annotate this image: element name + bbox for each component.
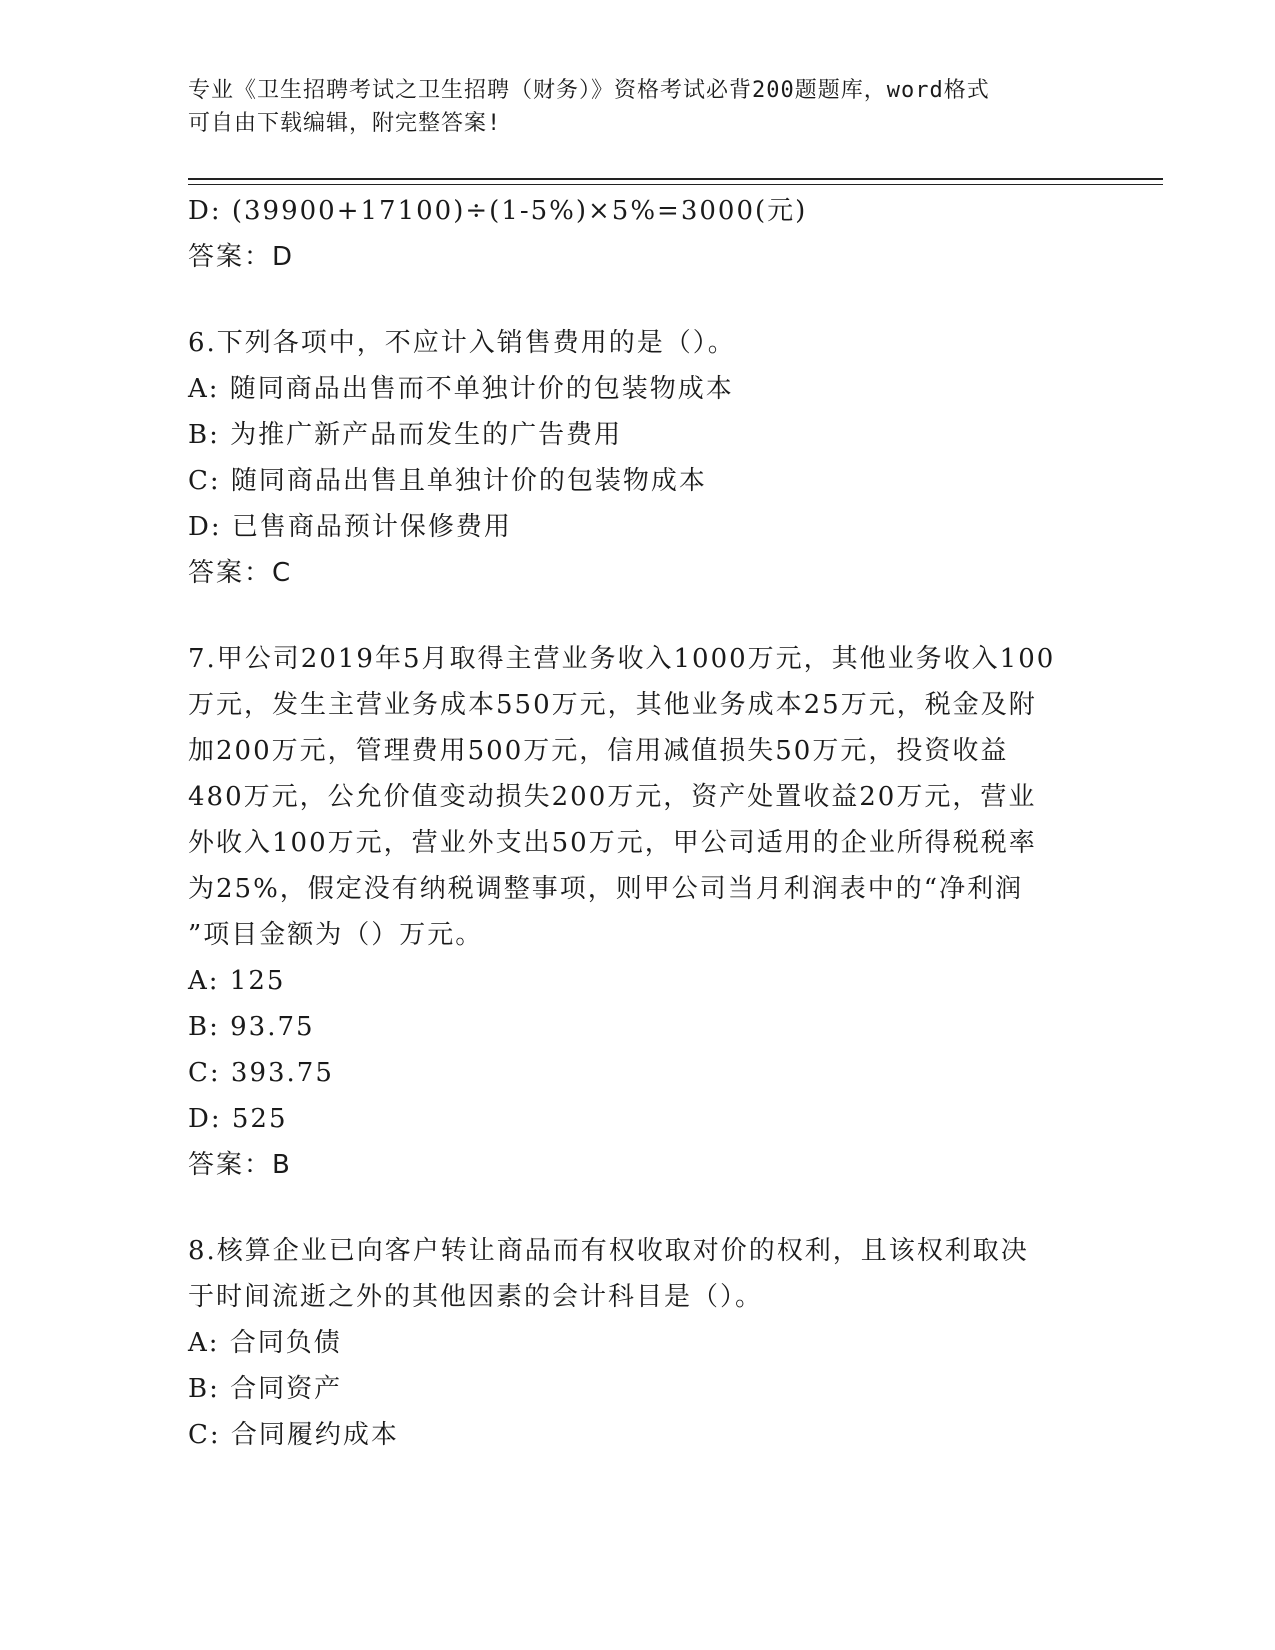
header-divider-thin	[188, 184, 1163, 185]
question-6	[188, 320, 1088, 596]
question-stem: 6.下列各项中，不应计入销售费用的是（）。	[188, 328, 736, 358]
header-divider-thick	[188, 178, 1163, 180]
question-stem-line: 为25%，假定没有纳税调整事项，则甲公司当月利润表中的“净利润	[188, 874, 1024, 904]
option-d: D: (39900+17100)÷(1-5%)×5%=3000(元)	[188, 196, 808, 226]
question-stem-line: ”项目金额为（）万元。	[188, 920, 484, 950]
option-c: C: 393.75	[188, 1058, 334, 1088]
header-line-2: 可自由下载编辑，附完整答案!	[188, 111, 502, 136]
answer-line: 答案：B	[188, 1150, 292, 1180]
question-stem-line: 于时间流逝之外的其他因素的会计科目是（）。	[188, 1282, 764, 1312]
answer-line: 答案：C	[188, 558, 293, 588]
question-stem-line: 万元，发生主营业务成本550万元，其他业务成本25万元，税金及附	[188, 690, 1037, 720]
question-7	[188, 636, 1088, 1188]
question-stem-line: 外收入100万元，营业外支出50万元，甲公司适用的企业所得税税率	[188, 828, 1037, 858]
spacer	[188, 1188, 1088, 1228]
option-c: C: 随同商品出售且单独计价的包装物成本	[188, 466, 707, 496]
option-b: B: 合同资产	[188, 1374, 343, 1404]
option-b: B: 93.75	[188, 1012, 315, 1042]
header-line-1: 专业《卫生招聘考试之卫生招聘（财务）》资格考试必背200题题库，word格式	[188, 78, 990, 103]
option-a: A: 125	[188, 966, 286, 996]
option-a: A: 随同商品出售而不单独计价的包装物成本	[188, 374, 734, 404]
answer-line: 答案：D	[188, 242, 295, 272]
spacer	[188, 596, 1088, 636]
option-d: D: 已售商品预计保修费用	[188, 512, 512, 542]
question-stem-line: 8.核算企业已向客户转让商品而有权收取对价的权利，且该权利取决	[188, 1236, 1029, 1266]
question-stem-line: 7.甲公司2019年5月取得主营业务收入1000万元，其他业务收入100	[188, 644, 1056, 674]
spacer	[188, 280, 1088, 320]
question-8	[188, 1228, 1088, 1458]
option-b: B: 为推广新产品而发生的广告费用	[188, 420, 623, 450]
question-content	[188, 188, 1088, 1458]
question-stem-line: 480万元，公允价值变动损失200万元，资产处置收益20万元，营业	[188, 782, 1037, 812]
question-stem-line: 加200万元，管理费用500万元，信用减值损失50万元，投资收益	[188, 736, 1009, 766]
option-a: A: 合同负债	[188, 1328, 342, 1358]
option-d: D: 525	[188, 1104, 288, 1134]
previous-question-tail	[188, 188, 1088, 280]
option-c: C: 合同履约成本	[188, 1420, 399, 1450]
document-header	[188, 74, 1088, 140]
